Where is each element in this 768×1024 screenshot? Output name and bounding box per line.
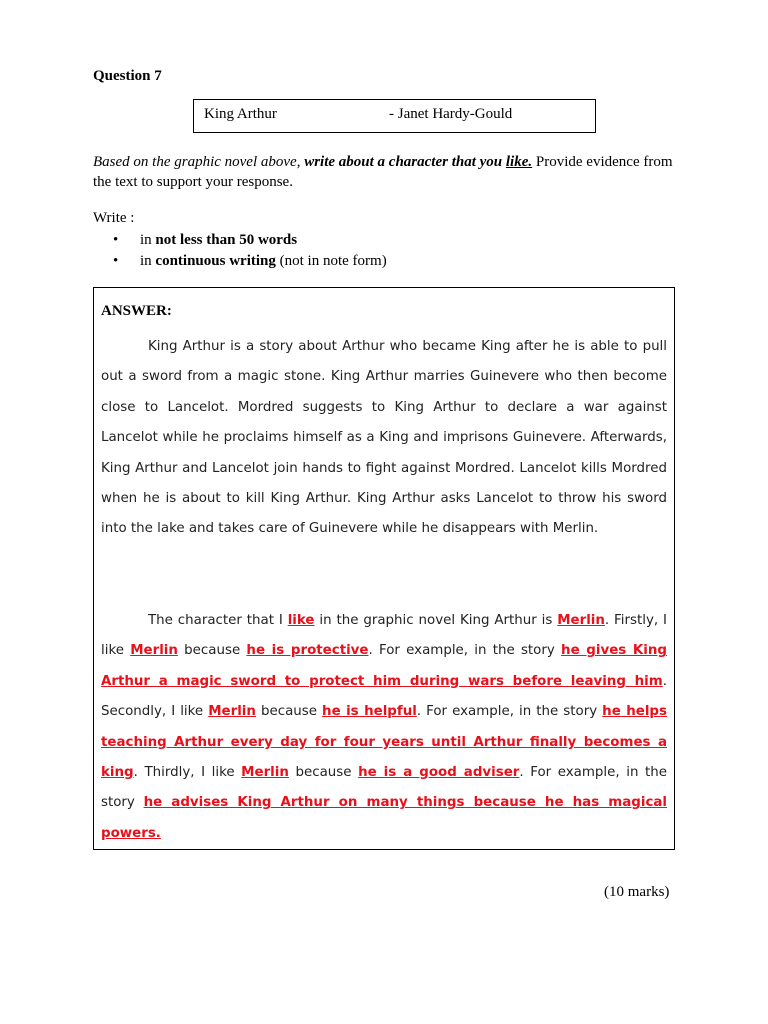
instruction-task: write about a character that you xyxy=(304,154,506,170)
answer-highlight: Merlin xyxy=(557,613,605,628)
requirement-suffix: (not in note form) xyxy=(275,253,387,269)
instruction-keyword: like. xyxy=(505,154,533,170)
marks-label: (10 marks) xyxy=(604,884,670,900)
question-title: Question 7 xyxy=(93,68,162,84)
write-label: Write : xyxy=(93,210,135,226)
answer-label: ANSWER: xyxy=(101,303,172,319)
instruction-evidence: Provide evidence from the text to support your response. xyxy=(93,154,673,190)
answer-highlight: Merlin xyxy=(241,765,289,781)
answer-summary-paragraph: King Arthur is a story about Arthur who became King after he is able to pull out a sword from a magic stone. King Arthur marries Guinevere who then become close to Lancelot. Mordred suggests to King Arthur to declare a war against Lancelot while he proclaims himself as a King and imprisons Guinevere. Afterwards, King Arthur and Lancelot join hands to fight against Mordred. Lancelot kills Mordred when he is about to kill King Arthur. King Arthur asks Lancelot to throw his sword into the lake and takes care of Guinevere while he disappears with Merlin. xyxy=(101,339,667,537)
answer-highlight: he is protective xyxy=(246,643,369,659)
answer-highlight: he advises King Arthur on many things because he has magical powers. xyxy=(101,795,668,841)
book-author: - Janet Hardy-Gould xyxy=(389,106,513,122)
requirement-prefix: in xyxy=(140,232,156,248)
answer-text: because xyxy=(288,765,359,781)
answer-text: The character that I xyxy=(148,613,288,628)
requirement-prefix: in xyxy=(140,253,156,269)
book-title: King Arthur xyxy=(204,106,277,122)
answer-highlight: like xyxy=(287,613,315,628)
answer-text: in the graphic novel King Arthur is xyxy=(314,613,558,628)
answer-text: because xyxy=(255,704,323,720)
answer-highlight: Merlin xyxy=(208,704,256,720)
answer-text: . For example, in the story xyxy=(416,704,603,720)
answer-text: . For example, in the story xyxy=(101,765,667,811)
answer-text: . Firstly, I like xyxy=(101,613,667,659)
write-requirements-list xyxy=(113,230,387,272)
answer-text: . For example, in the story xyxy=(368,643,562,659)
answer-highlight: he is a good adviser xyxy=(358,765,520,781)
answer-highlight: Merlin xyxy=(130,643,178,659)
answer-character-paragraph xyxy=(101,606,667,849)
requirement-bold: not less than 50 words xyxy=(155,232,298,248)
instruction-intro: Based on the graphic novel above, xyxy=(93,154,305,170)
answer-highlight: he helps teaching Arthur every day for four years until Arthur finally becomes a king xyxy=(101,704,667,781)
question-instruction xyxy=(93,152,683,192)
requirement-bold: continuous writing xyxy=(155,253,276,269)
requirement-item xyxy=(113,230,387,251)
answer-text: . Secondly, I like xyxy=(101,673,667,720)
book-info-box xyxy=(193,99,596,133)
bullet-icon: • xyxy=(113,253,119,269)
answer-highlight: he is helpful xyxy=(322,704,417,720)
requirement-item xyxy=(113,251,387,272)
answer-highlight: he gives King Arthur a magic sword to protect him during wars before leaving him xyxy=(101,643,667,689)
answer-box xyxy=(93,287,675,850)
bullet-icon: • xyxy=(113,232,119,248)
answer-text: . Thirdly, I like xyxy=(133,765,242,781)
answer-text: because xyxy=(177,643,247,659)
